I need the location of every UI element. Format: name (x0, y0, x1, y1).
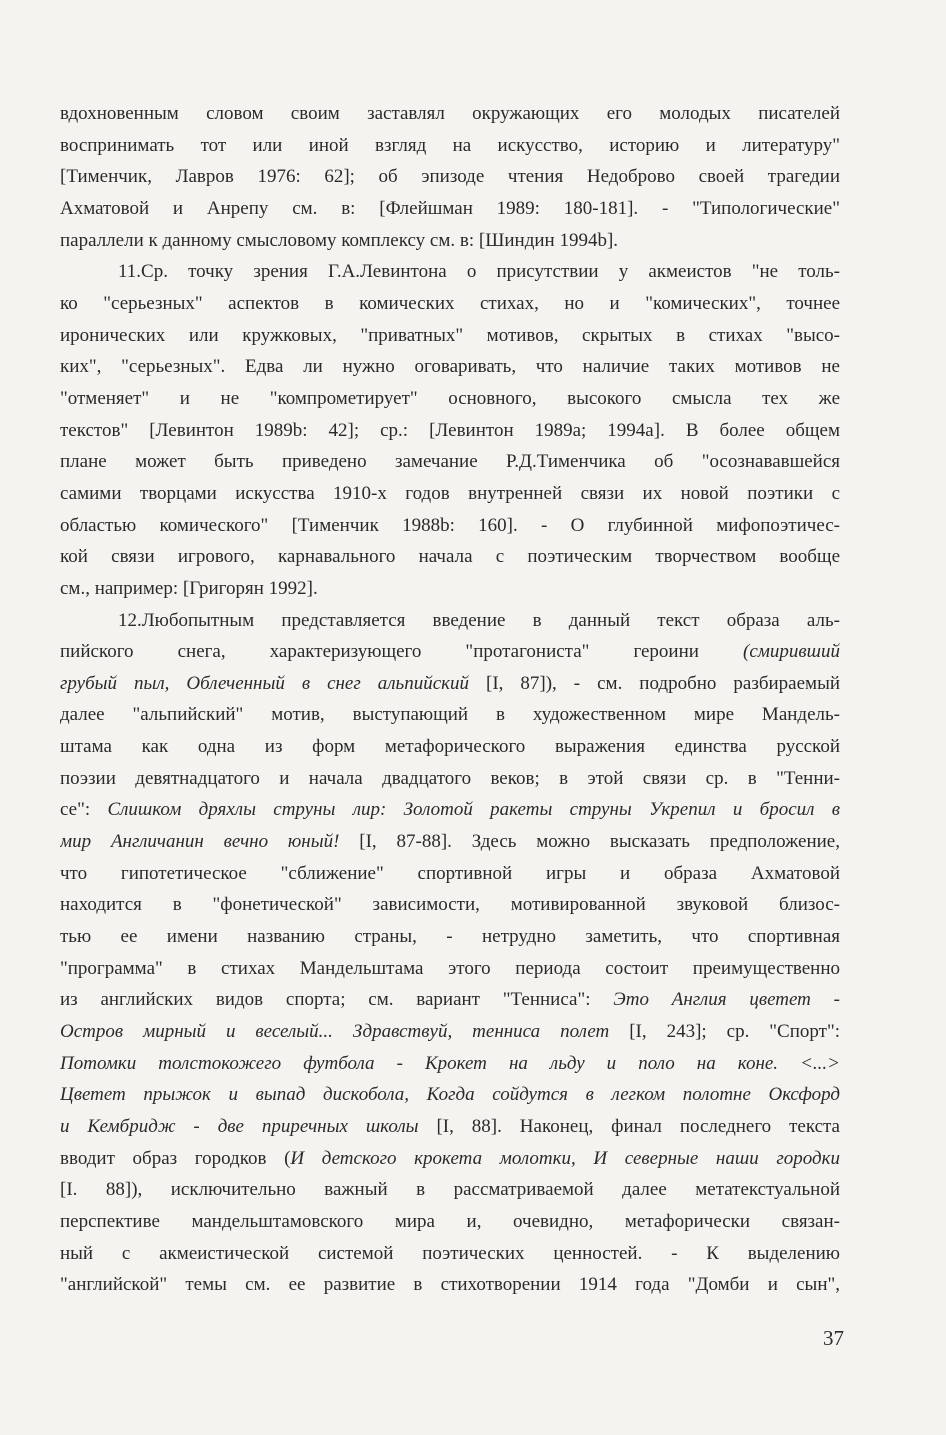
text-segment: из английских видов спорта; см. вариант "Тенниса": (60, 989, 591, 1011)
text-segment: пийского снега, характеризующего "протагониста" героини (60, 641, 699, 663)
quote-italic: и Кембридж - две приречных школы (60, 1116, 419, 1137)
text-line: поэзии девятнадцатого и начала двадцатого веков; в этой связи ср. в "Тенни- (60, 767, 840, 789)
paragraph-continuation (60, 98, 840, 256)
paragraph-note-12 (60, 605, 840, 1301)
body-text (60, 98, 840, 1301)
text-line: 11.Ср. точку зрения Г.А.Левинтона о присутствии у акмеистов "не толь- (118, 261, 840, 283)
text-line: [I. 88]), исключительно важный в рассматриваемой далее метатекстуальной (60, 1179, 840, 1201)
text-line (60, 1143, 840, 1175)
text-line (60, 1016, 840, 1048)
text-line: ко "серьезных" аспектов в комических стихах, но и "комических", точнее (60, 292, 840, 314)
text-line: см., например: [Григорян 1992]. (60, 577, 318, 599)
text-segment: [I, 87]), - см. подробно разбираемый (486, 672, 840, 694)
text-line: тью ее имени названию страны, - нетрудно заметить, что спортивная (60, 926, 840, 948)
text-segment: [I, 88]. Наконец, финал последнего текста (436, 1116, 840, 1137)
text-line: воспринимать тот или иной взгляд на искусство, историю и литературу" (60, 134, 840, 156)
text-line: параллели к данному смысловому комплексу см. в: [Шиндин 1994b]. (60, 229, 619, 251)
text-line (60, 984, 840, 1016)
quote-italic: Цветет прыжок и выпад дискобола, Когда сойдутся в легком полотне Оксфорд (60, 1084, 840, 1106)
text-line (60, 1111, 840, 1143)
text-line: "программа" в стихах Мандельштама этого периода состоит преимущественно (60, 957, 840, 979)
text-line: областью комического" [Тименчик 1988b: 160]. - О глубинной мифопоэтичес- (60, 514, 840, 536)
text-line: ких", "серьезных". Едва ли нужно оговаривать, что наличие таких мотивов не (60, 356, 840, 378)
quote-italic: Слишком дряхлы струны лир: Золотой ракеты струны Укрепил и бросил в (107, 799, 840, 821)
text-segment: вводит образ городков ( (60, 1147, 291, 1169)
quote-italic: И детского крокета молотки, И северные наши городки (290, 1147, 840, 1169)
text-segment: се": (60, 799, 91, 821)
text-line: ный с акмеистической системой поэтических ценностей. - К выделению (60, 1242, 840, 1264)
text-line (60, 794, 840, 826)
text-line: Ахматовой и Анрепу см. в: [Флейшман 1989: 180-181]. - "Типологические" (60, 197, 840, 219)
text-line: [Тименчик, Лавров 1976: 62]; об эпизоде чтения Недоброво своей трагедии (60, 166, 840, 188)
text-segment: [I, 243]; ср. "Спорт": (629, 1021, 840, 1043)
quote-italic: Это Англия цветет - (613, 989, 840, 1011)
paragraph-note-11 (60, 256, 840, 604)
text-line: кой связи игрового, карнавального начала с поэтическим творчеством вообще (60, 546, 840, 568)
quote-italic: грубый пыл, Облеченный в снег альпийский (60, 672, 470, 694)
text-line: плане может быть приведено замечание Р.Д.Тименчика об "осознававшейся (60, 451, 840, 473)
text-line: "отменяет" и не "компрометирует" основного, высокого смысла тех же (60, 387, 840, 409)
quote-italic: Потомки толстокожего футбола - Крокет на льду и поло на коне. <...> (60, 1052, 840, 1074)
text-line: "английской" темы см. ее развитие в стихотворении 1914 года "Домби и сын", (60, 1274, 840, 1296)
text-line (60, 1048, 840, 1080)
text-line: текстов" [Левинтон 1989b: 42]; ср.: [Левинтон 1989a; 1994a]. В более общем (60, 419, 840, 441)
text-line: перспективе мандельштамовского мира и, очевидно, метафорически связан- (60, 1210, 840, 1232)
text-line: вдохновенным словом своим заставлял окружающих его молодых писателей (60, 103, 840, 124)
text-segment: [I, 87-88]. Здесь можно высказать предположение, (359, 831, 840, 853)
text-line: иронических или кружковых, "приватных" мотивов, скрытых в стихах "высо- (60, 324, 840, 346)
text-line (60, 826, 840, 858)
text-line: что гипотетическое "сближение" спортивной игры и образа Ахматовой (60, 862, 840, 884)
quote-italic: Остров мирный и веселый... Здравствуй, тенниса полет (60, 1021, 610, 1043)
page-number: 37 (823, 1326, 844, 1350)
text-line: самими творцами искусства 1910-х годов внутренней связи их новой поэтики с (60, 482, 840, 504)
quote-italic: (смиривший (743, 641, 840, 663)
quote-italic: мир Англичанин вечно юный! (60, 831, 340, 853)
text-line (60, 1079, 840, 1111)
text-line (60, 636, 840, 668)
text-line: далее "альпийский" мотив, выступающий в художественном мире Мандель- (60, 704, 840, 726)
text-line (60, 668, 840, 700)
text-line: штама как одна из форм метафорического выражения единства русской (60, 736, 840, 758)
text-line: 12.Любопытным представляется введение в данный текст образа аль- (118, 609, 840, 631)
text-line: находится в "фонетической" зависимости, мотивированной звуковой близос- (60, 894, 840, 916)
